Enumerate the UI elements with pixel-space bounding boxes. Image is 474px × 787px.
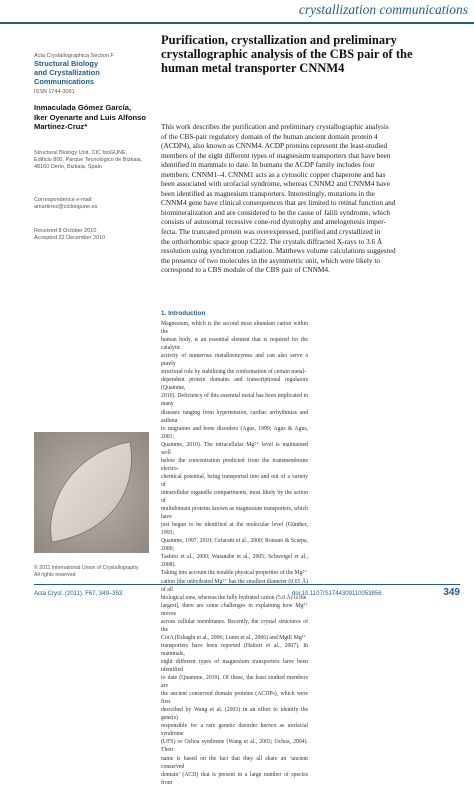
abstract-line: members: CNNM1–4. CNNM1 acts as a cytosolic copper chaperone and has (161, 169, 386, 179)
intro-line: cation [the unhydrated Mg²⁺ has the smallest diameter (0.65 Å) of all (161, 578, 308, 593)
issn: ISSN 1744-3091 (34, 89, 75, 95)
intro-line: just begun to be identified at the molecular level (Günther, 1993; (161, 522, 308, 537)
intro-line: CorA (Eshaghi et al., 2006; Lunin et al., 2006) and MgtE Mg²⁺ (161, 634, 307, 641)
page-number: 349 (443, 587, 460, 598)
title-line: human metal transporter CNNM4 (161, 61, 345, 75)
authors (34, 103, 149, 132)
intro-line: activity of numerous metalloenzymes and can also serve a purely (161, 353, 308, 368)
abstract-line: biomineralization and are considered to be the cause of Jalili syndrome, which (161, 207, 390, 217)
affiliation-line: Edificio 800, Parque Tecnológico de Bizkaia, (34, 157, 143, 164)
abstract-line: resolution using synchrotron radiation. Matthews volume calculations suggested (161, 246, 396, 256)
author-line: Iker Oyenarte and Luis Alfonso (34, 112, 146, 122)
abstract (161, 122, 458, 275)
intro-line: (UFS) or Ochoa syndrome (Wang et al., 2003; Ochoa, 2004). Their (161, 739, 308, 754)
intro-line: dependent protein domains and transcriptional regulators (Quamme, (161, 377, 308, 392)
intro-line: domain’ (ACD) that is present in a large number of species from (161, 771, 308, 786)
intro-line: Tashiro et al., 2000; Watanabe et al., 2005; Schweigel et al., 2008). (161, 554, 308, 569)
abstract-line: been identified as magnesium transporters. Interestingly, mutations in the (161, 188, 375, 198)
abstract-line: (ACDP4), also known as CNNM4. ACDP proteins represent the least-studied (161, 141, 388, 151)
title-line: crystallographic analysis of the CBS pair of the (161, 47, 413, 61)
intro-line: human body, is an essential element that is required for the catalytic (161, 337, 308, 352)
doi-link[interactable]: doi:10.1107/S1744309110053856 (292, 591, 382, 597)
abstract-line: been associated with urofacial syndrome, whereas CNNM2 and CNNM4 have (161, 179, 390, 189)
intro-line: biological ions, whereas the fully hydrated cation (5.0 Å) is the (161, 594, 307, 601)
article-dates (34, 228, 105, 242)
intro-line: largest], there are some challenges in explaining how Mg²⁺ moves (161, 602, 308, 617)
abstract-line: correspond to a CBS module of the CBS pair of CNNM4. (161, 265, 330, 275)
title-line: Purification, crystallization and preliminary (161, 33, 397, 47)
abstract-line: of the CBS-pair regulatory domain of the human ancient domain protein 4 (161, 131, 378, 141)
introduction-text (161, 320, 308, 787)
crystal-image (34, 432, 149, 553)
section-title: crystallization communications (298, 2, 468, 17)
abstract-line: the orthorhombic space group C222. The crystals diffracted X-rays to 3.6 Å (161, 236, 383, 246)
correspondence-label: Correspondence e-mail: (34, 197, 93, 203)
abstract-line: members of the eight different types of magnesium transporters that have been (161, 150, 391, 160)
intro-line: multidomain proteins known as magnesium transporters, which have (161, 506, 308, 521)
intro-line: chemical potential, being transported into and out of a variety of (161, 473, 308, 488)
journal-name-line: Communications (34, 76, 94, 86)
abstract-line: identified in mammals to date. In humans the ACDP family includes four (161, 160, 375, 170)
intro-line: below the concentration predicted from the transmembrane electro- (161, 457, 308, 472)
intro-line: described by Wang et al. (2003) in an effort to identify the gene(s) (161, 707, 308, 722)
header-rule (0, 22, 474, 24)
journal-name-line: Structural Biology (34, 59, 99, 68)
intro-line: transporters have been reported (Hattori et al., 2007). In mammals, (161, 642, 308, 657)
abstract-line: fecta. The truncated protein was overexpressed, purified and crystallized in (161, 227, 381, 237)
intro-line: diseases ranging from hypertension, cardiac arrhythmias and asthma (161, 409, 308, 424)
article-title (161, 33, 461, 75)
footer-rule (34, 584, 460, 585)
affiliation-line: 48160 Derio, Bizkaia, Spain (34, 164, 102, 171)
intro-line: eight different types of magnesium transporters have been identified (161, 658, 308, 674)
abstract-line: consists of autosomal recessive cone-rod dystrophy and amelogenesis imper- (161, 217, 386, 227)
affiliation (34, 150, 142, 172)
affiliation-line: Structural Biology Unit, CIC bioGUNE, (34, 150, 128, 156)
journal-name (34, 60, 100, 86)
intro-line: intracellular organelle compartments, most likely by the action of (161, 489, 308, 505)
copyright-line: All rights reserved (34, 571, 76, 578)
section-heading: 1. Introduction (161, 310, 206, 317)
intro-line: across cellular membranes. Recently, the crystal structures of the (161, 618, 308, 633)
intro-line: Taking into account the notable physical properties of the Mg²⁺ (161, 570, 308, 577)
correspondence (34, 197, 97, 211)
intro-line: structural role by stabilizing the conformation of certain metal- (161, 369, 306, 376)
intro-line: Quamme, 2010). The intracellular Mg²⁺ level is maintained well (161, 441, 308, 456)
abstract-line: CNNM4 gene have clinical consequences that are limited to retinal function and (161, 198, 396, 208)
intro-line: responsible for a rare genetic disorder known as urofacial syndrome (161, 723, 308, 738)
received-date: Received 8 October 2010 (34, 228, 97, 234)
author-line: Inmaculada Gómez García, (34, 103, 132, 112)
intro-line: name is based on the fact that they all share an ‘ancient conserved (161, 755, 308, 770)
citation: Acta Cryst. (2011). F67, 349–353 (34, 591, 123, 597)
copyright (34, 565, 139, 579)
journal-line: Acta Crystallographica Section F (34, 53, 114, 59)
journal-name-line: and Crystallization (34, 67, 100, 77)
intro-line: 2010). Deficiency of this essential metal has been implicated in many (161, 393, 308, 408)
copyright-line: © 2011 International Union of Crystallography (34, 565, 139, 571)
abstract-line: This work describes the purification and preliminary crystallographic analysis (161, 122, 389, 131)
intro-line: Quamme, 1997, 2010; Cefaratti et al., 2000; Romani & Scarpa, 2000; (161, 538, 308, 553)
abstract-line: the presence of two molecules in the asymmetric unit, which were likely to (161, 255, 381, 265)
intro-line: Magnesium, which is the second most abundant cation within the (161, 321, 308, 336)
correspondence-email[interactable]: amartinez@cicbiogune.es (34, 204, 98, 211)
intro-line: the ancient conserved domain proteins (ACDPs), which were first (161, 691, 308, 706)
intro-line: to date (Quamme, 2010). Of these, the least studied members are (161, 675, 308, 690)
intro-line: to migraines and bone disorders (Agus, 1999; Agus & Agus, 2001; (161, 425, 308, 440)
accepted-date: Accepted 22 December 2010 (34, 235, 106, 242)
author-line: Martínez-Cruz* (34, 122, 88, 132)
